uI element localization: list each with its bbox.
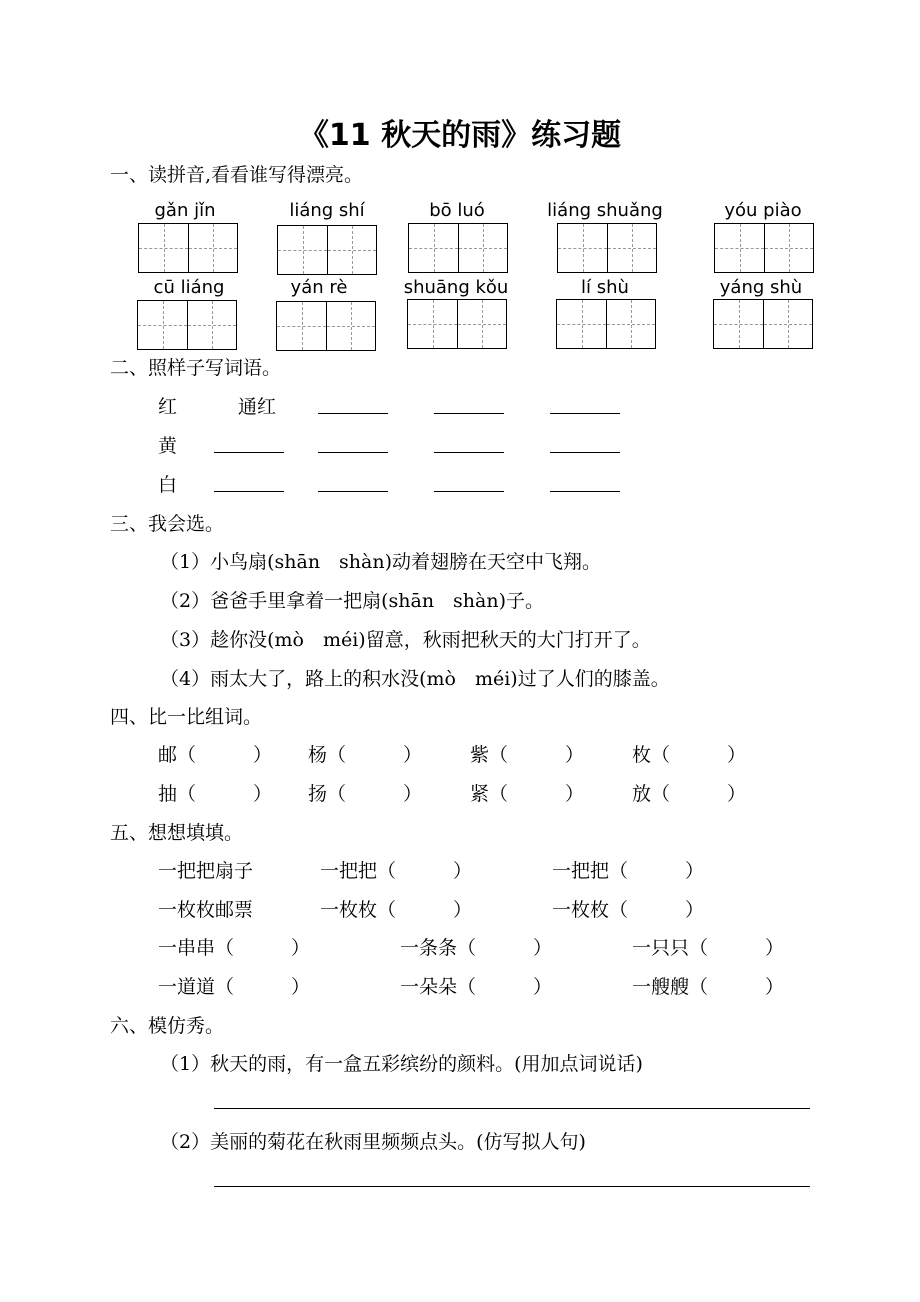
answer-blank[interactable]: [550, 413, 620, 414]
writing-grid[interactable]: [713, 299, 813, 349]
section-1-heading: 一、读拼音,看看谁写得漂亮。: [110, 164, 364, 186]
example-word: 通红: [238, 396, 277, 418]
section-4-heading: 四、比一比组词。: [110, 706, 263, 728]
answer-blank[interactable]: [550, 491, 620, 492]
pinyin-label: shuāng kǒu: [403, 277, 509, 298]
fill-item: 一把把（ ）: [320, 860, 473, 882]
fill-item: 一串串（ ）: [158, 937, 311, 959]
compare-item: 抽（ ）: [158, 783, 273, 805]
section-2-heading: 二、照样子写词语。: [110, 357, 282, 379]
answer-line[interactable]: [214, 1186, 810, 1187]
example-char: 白: [158, 474, 178, 496]
choice-question: （2）爸爸手里拿着一把扇(shān shàn)子。: [160, 590, 545, 612]
answer-line[interactable]: [214, 1108, 810, 1109]
fill-item: 一朵朵（ ）: [400, 976, 553, 998]
answer-blank[interactable]: [434, 452, 504, 453]
fill-item: 一把把扇子: [158, 860, 254, 882]
writing-grid[interactable]: [714, 223, 814, 273]
page-title: 《11 秋天的雨》练习题: [298, 118, 622, 153]
example-char: 红: [158, 396, 178, 418]
imitate-question: （2）美丽的菊花在秋雨里频频点头。(仿写拟人句): [160, 1131, 586, 1153]
imitate-question: （1）秋天的雨，有一盒五彩缤纷的颜料。(用加点词说话): [160, 1053, 643, 1075]
fill-item: 一道道（ ）: [158, 976, 311, 998]
answer-blank[interactable]: [434, 413, 504, 414]
fill-item: 一艘艘（ ）: [632, 976, 785, 998]
writing-grid[interactable]: [407, 299, 507, 349]
writing-grid[interactable]: [138, 223, 238, 273]
answer-blank[interactable]: [318, 452, 388, 453]
section-5-heading: 五、想想填填。: [110, 822, 244, 844]
compare-item: 枚（ ）: [632, 744, 747, 766]
fill-item: 一只只（ ）: [632, 937, 785, 959]
pinyin-label: cū liáng: [153, 277, 225, 298]
choice-question: （4）雨太大了，路上的积水没(mò méi)过了人们的膝盖。: [160, 668, 670, 690]
compare-item: 杨（ ）: [308, 744, 423, 766]
compare-item: 邮（ ）: [158, 744, 273, 766]
fill-item: 一把把（ ）: [552, 860, 705, 882]
writing-grid[interactable]: [556, 299, 656, 349]
answer-blank[interactable]: [318, 413, 388, 414]
choice-question: （3）趁你没(mò méi)留意，秋雨把秋天的大门打开了。: [160, 629, 651, 651]
fill-item: 一枚枚（ ）: [552, 899, 705, 921]
section-6-heading: 六、模仿秀。: [110, 1015, 225, 1037]
pinyin-label: gǎn jǐn: [154, 200, 216, 221]
pinyin-label: bō luó: [429, 200, 485, 221]
answer-blank[interactable]: [318, 491, 388, 492]
answer-blank[interactable]: [214, 491, 284, 492]
pinyin-label: lí shù: [581, 277, 629, 298]
writing-grid[interactable]: [137, 300, 237, 350]
choice-question: （1）小鸟扇(shān shàn)动着翅膀在天空中飞翔。: [160, 551, 602, 573]
compare-item: 紧（ ）: [470, 783, 585, 805]
fill-item: 一枚枚（ ）: [320, 899, 473, 921]
writing-grid[interactable]: [408, 223, 508, 273]
fill-item: 一条条（ ）: [400, 937, 553, 959]
pinyin-label: yáng shù: [719, 277, 803, 298]
pinyin-label: liáng shuǎng: [547, 200, 663, 221]
example-char: 黄: [158, 435, 178, 457]
answer-blank[interactable]: [214, 452, 284, 453]
writing-grid[interactable]: [557, 223, 657, 273]
writing-grid[interactable]: [276, 301, 376, 351]
pinyin-label: yán rè: [290, 277, 348, 298]
answer-blank[interactable]: [434, 491, 504, 492]
answer-blank[interactable]: [550, 452, 620, 453]
compare-item: 扬（ ）: [308, 783, 423, 805]
writing-grid[interactable]: [277, 225, 377, 275]
compare-item: 紫（ ）: [470, 744, 585, 766]
compare-item: 放（ ）: [632, 783, 747, 805]
fill-item: 一枚枚邮票: [158, 899, 254, 921]
section-3-heading: 三、我会选。: [110, 513, 225, 535]
pinyin-label: liáng shí: [289, 200, 365, 221]
pinyin-label: yóu piào: [724, 200, 802, 221]
